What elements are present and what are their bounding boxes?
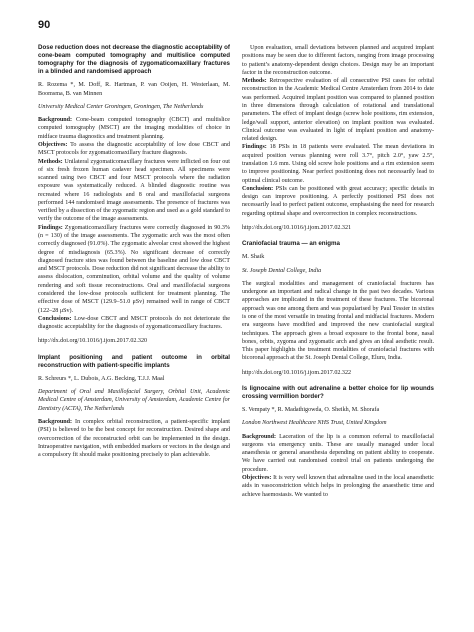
section-text: In complex orbital reconstruction, a patient-specific implant (PSI) is believed to be the best concept for reconstruction. Desired shape and overcorrection of the reconstructed orbit can be implemented in the design. Intraoperative navigation, with embedded markers or vectors in the design and a compulsory fit should make positioning precisely to plan achievable.: [38, 418, 230, 459]
abstract-continuation: Upon evaluation, small deviations between planned and acquired implant positions may be seen due to different factors, ranging from image processing to patient’s anatomy-dependent design choices. Design may be an important factor in the reconstruction outcome.: [242, 45, 434, 76]
abstract-findings: [242, 143, 434, 184]
abstract-objectives: [242, 474, 434, 499]
abstract-title: Dose reduction does not decrease the diagnostic acceptability of cone-beam computed tomography and multislice computed tomography for the diagnosis of zygomaticomaxillary fractures in a blinded and randomised approach: [38, 44, 230, 76]
abstract-background: [242, 433, 434, 474]
abstract-affiliation: Department of Oral and Maxillofacial Surgery, Orbital Unit, Academic Medical Centre of Amsterdam, University of Amsterdam, Academic Centre for Dentistry (ACTA), The Netherlands: [38, 389, 230, 412]
page-number: 90: [38, 19, 51, 31]
abstract-conclusion: [242, 185, 434, 218]
section-label: Methods:: [242, 78, 267, 85]
section-label: Background:: [38, 117, 73, 124]
section-text: To assess the diagnostic acceptability of low dose CBCT and MSCT protocols for zygomaticomaxillary fracture diagnosis.: [38, 141, 230, 157]
section-text: 18 PSIs in 18 patients were evaluated. The mean deviations in acquired position versus planning were roll 3.7°, pitch 2.0°, yaw 2.5°, translation 1.6 mm. Using old screw hole positions and a rim extension seem to improve positioning. Near perfect positioning does not necessarily lead to optimal clinical outcome.: [242, 144, 434, 184]
abstract-methods: [38, 158, 230, 224]
section-text: Unilateral zygomaticomaxillary fractures were inflicted on four out of six fresh frozen human cadaver head specimen. All specimens were scanned using two CBCT and four MSCT protocols where the radiation exposure was systematically reduced. A blinded diagnostic routine was recreated where 16 radiologists and 8 oral and maxillofacial surgeons performed 144 randomised image assessments. The presence of fractures was verified by a dissection of the zygomatic region and used as a gold standard to verify the outcome of the image assessments.: [38, 158, 230, 223]
section-label: Background:: [242, 433, 277, 440]
section-text: Zygomaticomaxillary fractures were correctly diagnosed in 90.3% (n = 130) of the image assessments. The zygomatic arch was the most often correctly diagnosed (91.0%). The zygomatic alveolar crest showed the highest degree of misdiagnosis (65.3%). No significant decrease of correctly diagnosed fracture sites was found between the baseline and low dose CBCT and MSCT protocols. Dose reduction did not significant decrease the ability to assess dislocation, comminution, orbital volume and the quality of volume rendering and soft tissue reconstructions. Oral and maxillofacial surgeons considered the low-dose protocols sufficient for treatment planning. The effective dose of MSCT (129.9–51.0 μSv) remained well in range of CBCT (122–28 μSv).: [38, 224, 230, 314]
section-label: Objectives:: [242, 475, 272, 481]
doi-link[interactable]: http://dx.doi.org/10.1016/j.ijom.2017.02.322: [242, 369, 352, 376]
section-text: Retrospective evaluation of all consecutive PSI cases for orbital reconstruction in the Academic Medical Centre Amsterdam from 2014 to date was performed. Acquired implant position was compared to planned position in three dimensions through calculation of rotational and translational parameters. The effect of implant design (screw hole positions, rim extension, ledge/wall support, anterior elevation) on implant position was evaluated. Clinical outcome was evaluated in light of implant position and anatomy-related design.: [242, 78, 434, 143]
abstract-methods: [242, 77, 434, 143]
right-column: [242, 44, 434, 499]
abstract-background: [38, 418, 230, 459]
section-label: Conclusions:: [38, 315, 72, 322]
section-text: It is very well known that adrenaline used in the local anaesthetic aids in vasoconstriction which helps in prolonging the anaesthetic time and achieve haemostasis. We wanted to: [242, 475, 434, 498]
abstract-conclusions: [38, 315, 230, 332]
abstract-title: Implant positioning and patient outcome in orbital reconstruction with patient-specific implants: [38, 353, 230, 369]
abstract-authors: M. Shaik: [242, 254, 265, 261]
section-label: Methods:: [38, 158, 63, 165]
abstract-affiliation: St. Joseph Dental College, India: [242, 267, 322, 274]
section-text: Low-dose CBCT and MSCT protocols do not deteriorate the diagnostic acceptability for the diagnosis of zygomaticomaxillary fractures.: [38, 315, 230, 331]
section-text: Laceration of the lip is a common referral to maxillofacial surgeons via emergency units. These are usually managed under local anaesthesia or general anaesthesia depending on patient ability to cooperate. We have carried out randomised control trial on patients undergoing the procedure.: [242, 433, 434, 473]
section-label: Conclusion:: [242, 185, 274, 192]
section-label: Objectives:: [38, 141, 68, 148]
abstract-title: Is lignocaine with out adrenaline a better choice for lip wounds crossing vermillion border?: [242, 384, 434, 400]
abstract-body: The surgical modalities and management of craniofacial fractures has undergone an important and radical change in the past two decades. Various approaches are implicated in the treatment of these fractures. The bicoronal approach was one among them and was popularised by Paul Tessier in sixties is one of the most versatile in treating frontal and midfacial fractures. Modern era surgeons have modified and improved the new craniofacial surgical techniques. The approach gives a broad exposure to the frontal bone, nasal bones, orbits, zygoma and zygomatic arch and gives an ideal aesthetic result. This paper highlights the treatment modalities of craniofacial fractures with bicoronal approach at the St. Joseph Dental College, Eluru, India.: [242, 280, 434, 362]
section-label: Findings:: [38, 224, 63, 231]
doi-link[interactable]: http://dx.doi.org/10.1016/j.ijom.2017.02.321: [242, 224, 352, 231]
abstract-background: [38, 116, 230, 141]
abstract-objectives: [38, 141, 230, 158]
abstract-authors: S. Vempaty *, R. Madathigowda, O. Sheikh, M. Shorafa: [242, 407, 380, 414]
doi-link[interactable]: http://dx.doi.org/10.1016/j.ijom.2017.02.320: [38, 338, 148, 345]
abstract-authors: R. Schreurs *, L. Dubois, A.G. Becking, T.J.J. Maal: [38, 375, 165, 382]
abstract-title: Craniofacial trauma — an enigma: [242, 240, 340, 248]
abstract-affiliation: University Medical Center Groningen, Groningen, The Netherlands: [38, 103, 204, 110]
section-label: Findings:: [242, 144, 267, 151]
abstract-authors: R. Rozema *, M. Doff, R. Hartman, P. van Ooijen, H. Westerlaan, M. Boomsma, B. van Minnen: [38, 82, 230, 97]
section-text: PSIs can be positioned with great accuracy; specific details in design can improve positioning. A perfectly positioned PSI does not necessarily lead to perfect patient outcome, emphasising the need for research regarding optimal shape and overcorrection in complex reconstructions.: [242, 185, 434, 217]
section-text: Cone-beam computed tomography (CBCT) and multislice computed tomography (MSCT) are the imaging modalities of choice in midface trauma diagnostics and treatment planning.: [38, 117, 230, 140]
abstract-findings: [38, 224, 230, 315]
left-column: [38, 44, 230, 459]
section-label: Background:: [38, 418, 73, 425]
abstract-affiliation: London Northwest Healthcare NHS Trust, United Kingdom: [242, 420, 387, 427]
